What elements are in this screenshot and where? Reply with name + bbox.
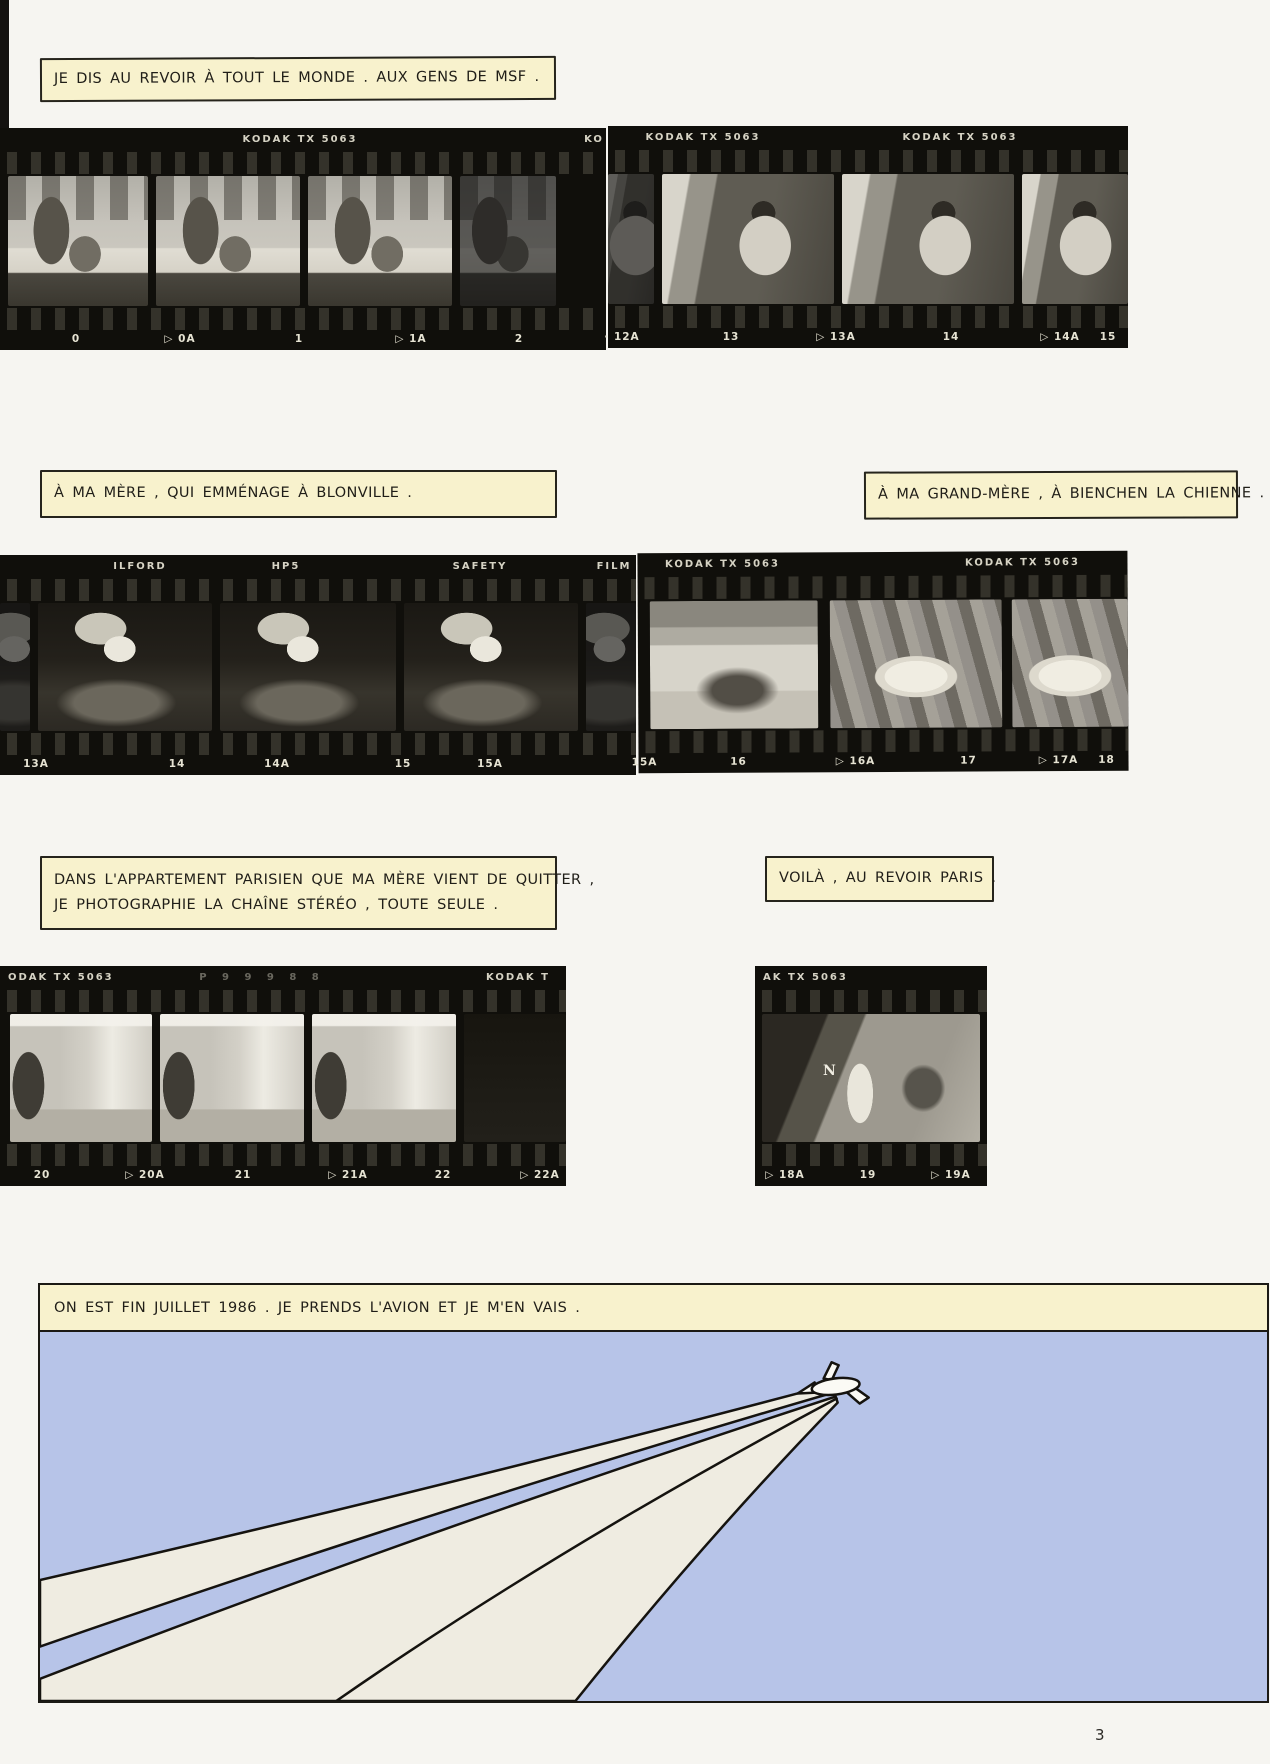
frame-number: 15: [394, 758, 412, 770]
caption-text: À MA MÈRE , QUI EMMÉNAGE À BLONVILLE .: [54, 485, 413, 502]
photo-frame: [220, 603, 396, 731]
photo-frame: [650, 600, 819, 729]
caption-text: VOILÀ , AU REVOIR PARIS .: [779, 870, 997, 887]
page-number: 3: [1095, 1726, 1105, 1744]
frame-number: 14A: [264, 758, 290, 770]
photo-frame: [10, 1014, 152, 1142]
film-strip-row1-right: [604, 126, 1128, 348]
frame-number: 15: [1099, 331, 1117, 343]
frame-number: 14: [168, 758, 186, 770]
frame-number: ▷ 20A: [125, 1169, 165, 1181]
photo-frame: [404, 603, 578, 731]
photo-frame: [586, 603, 636, 731]
airplane-panel: [38, 1283, 1269, 1703]
frame-number: 15A: [477, 758, 503, 770]
frame-number-band: [0, 330, 606, 350]
photo-frame: [308, 176, 452, 306]
frame-number: ▷ 18A: [765, 1169, 805, 1181]
film-brand-label: KODAK TX 5063: [902, 132, 1018, 143]
film-brand-band: [637, 551, 1127, 578]
film-brand-band: [755, 966, 987, 990]
sprocket-holes-top: [608, 150, 1128, 172]
film-brand-band: [0, 966, 566, 990]
frame-number: · 12A: [604, 331, 640, 343]
photo-frame: [312, 1014, 456, 1142]
photo-frame: [0, 603, 30, 731]
frame-number-band: [755, 1166, 987, 1186]
frame-number: 21: [234, 1169, 252, 1181]
frame-number: 13A: [23, 758, 49, 770]
caption-text: DANS L'APPARTEMENT PARISIEN QUE MA MÈRE VIENT DE QUITTER ,: [54, 871, 595, 888]
film-brand-band: [0, 555, 636, 579]
film-brand-label: KODAK T: [486, 972, 550, 983]
film-strip-row2-right: [631, 551, 1128, 774]
frame-number: 15A: [631, 756, 658, 769]
film-strip-row3-left: [0, 966, 566, 1186]
sprocket-holes-top: [0, 152, 606, 174]
scan-edge-artifact: [0, 0, 9, 146]
frame-number: 2: [514, 333, 524, 345]
photo-frame: [464, 1014, 566, 1142]
frame-number: 22: [434, 1169, 452, 1181]
film-strip-row1-left: [0, 128, 606, 350]
film-brand-label: KODAK TX 5063: [964, 556, 1080, 569]
photo-band: [638, 597, 1129, 732]
photo-frame: [830, 599, 1003, 728]
caption-text: ON EST FIN JUILLET 1986 . JE PRENDS L'AVION ET JE M'EN VAIS .: [54, 1299, 581, 1316]
frame-number: 14: [942, 331, 960, 343]
photo-band: [0, 1012, 566, 1144]
photo-band: [0, 601, 636, 733]
caption-box-goodbye: [40, 56, 556, 102]
sprocket-holes-bottom: [0, 1144, 566, 1166]
sprocket-holes-bottom: [638, 729, 1128, 754]
photo-frame: [1012, 599, 1129, 728]
photo-band: [755, 1012, 987, 1144]
frame-number: ▷ 16A: [835, 755, 876, 768]
photo-frame: [160, 1014, 304, 1142]
sprocket-holes-top: [755, 990, 987, 1012]
photo-frame: [662, 174, 834, 304]
sprocket-holes-top: [638, 575, 1128, 600]
caption-text: JE DIS AU REVOIR À TOUT LE MONDE . AUX GENS DE MSF .: [53, 69, 540, 88]
film-brand-label: SAFETY: [452, 561, 508, 572]
sky-drawing: [40, 1332, 1267, 1701]
frame-number: 20: [33, 1169, 51, 1181]
photo-frame: [762, 1014, 980, 1142]
photo-frame: [1022, 174, 1128, 304]
sprocket-holes-top: [0, 579, 636, 601]
caption-box-paris: [765, 856, 997, 902]
film-brand-label: P 9 9 9 8 8: [199, 972, 325, 983]
sprocket-holes-bottom: [608, 306, 1128, 328]
film-brand-label: KODAK TX 5063: [242, 134, 358, 145]
frame-number: ▷ 1A: [395, 333, 427, 345]
sprocket-holes-bottom: [0, 733, 636, 755]
frame-number-band: [604, 328, 1128, 348]
photo-band: [0, 174, 606, 308]
frame-number: 19: [859, 1169, 877, 1181]
frame-number: ▷ 22A: [520, 1169, 560, 1181]
film-brand-label: KO: [584, 134, 604, 145]
frame-number: ▷ 13A: [816, 331, 856, 343]
sprocket-holes-top: [0, 990, 566, 1012]
film-strip-row2-left: [0, 555, 636, 775]
frame-number: 1: [294, 333, 304, 345]
frame-number: ▷ 21A: [328, 1169, 368, 1181]
film-brand-label: ODAK TX 5063: [8, 972, 114, 983]
frame-number: ▷ 14A: [1040, 331, 1080, 343]
frame-number-band: [631, 751, 1128, 774]
film-brand-label: HP5: [271, 561, 301, 572]
film-brand-label: KODAK TX 5063: [645, 132, 761, 143]
film-brand-label: KODAK TX 5063: [664, 558, 780, 571]
frame-number: 16: [730, 755, 747, 768]
photo-frame: [842, 174, 1014, 304]
photo-frame: [38, 603, 212, 731]
photo-band: [608, 172, 1128, 306]
sprocket-holes-bottom: [755, 1144, 987, 1166]
frame-number-band: [0, 1166, 566, 1186]
photo-frame: [460, 176, 556, 306]
caption-box-grandmother: [864, 470, 1265, 519]
photo-frame: [156, 176, 300, 306]
frame-number: 13: [722, 331, 740, 343]
film-brand-label: ILFORD: [113, 561, 167, 572]
film-brand-label: FILM: [596, 561, 632, 572]
photo-frame: [8, 176, 148, 306]
photo-frame: [608, 174, 654, 304]
caption-text: JE PHOTOGRAPHIE LA CHAÎNE STÉRÉO , TOUTE SEULE .: [54, 897, 499, 913]
frame-number: ▷ 0A: [164, 333, 196, 345]
caption-box-apartment: [40, 856, 595, 930]
film-brand-label: AK TX 5063: [763, 972, 848, 983]
film-brand-band: [0, 128, 606, 152]
frame-number: 18: [1098, 753, 1115, 766]
caption-text: À MA GRAND-MÈRE , À BIENCHEN LA CHIENNE .: [877, 485, 1265, 503]
caption-box-departure: [40, 1285, 1267, 1332]
frame-number: 0: [71, 333, 81, 345]
sprocket-holes-bottom: [0, 308, 606, 330]
frame-number: 17: [960, 754, 977, 767]
frame-number: ▷ 17A: [1038, 753, 1079, 767]
film-strip-row3-right: [755, 966, 987, 1186]
frame-number: ▷ 19A: [931, 1169, 971, 1181]
film-brand-band: [608, 126, 1128, 150]
photo-sign-letter: N: [823, 1062, 836, 1079]
caption-box-mother: [40, 470, 557, 518]
frame-number-band: [0, 755, 636, 775]
